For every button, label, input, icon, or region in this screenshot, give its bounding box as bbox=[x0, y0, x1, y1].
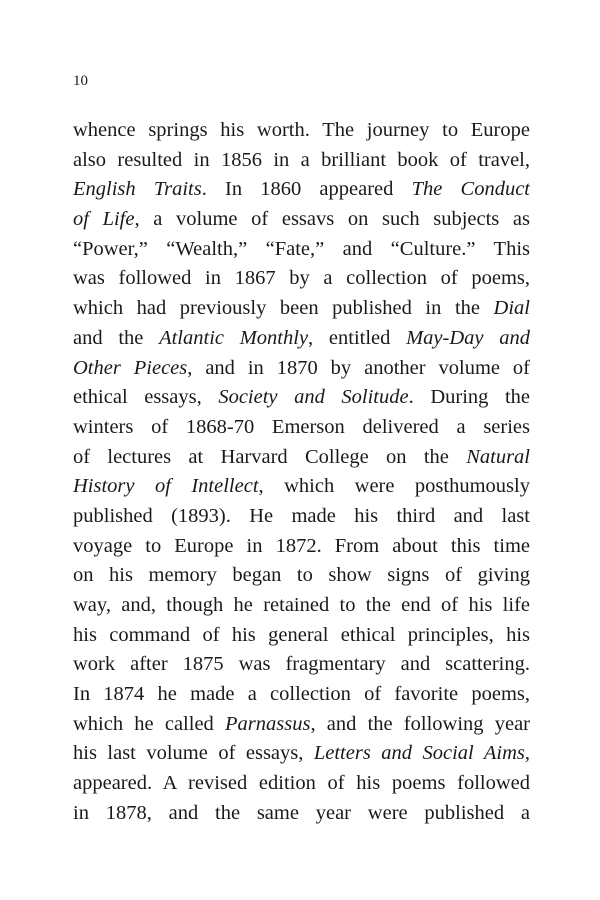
text-line bbox=[73, 472, 530, 502]
text-line bbox=[73, 799, 530, 829]
text-segment: published (1893). He made his third and last bbox=[73, 504, 530, 527]
text-line bbox=[73, 324, 530, 354]
italic-title: Natural bbox=[466, 445, 530, 468]
text-line bbox=[73, 591, 530, 621]
text-segment: In 1874 he made a collection of favorite poems, bbox=[73, 683, 530, 706]
text-segment: . In 1860 appeared bbox=[201, 178, 412, 201]
text-line bbox=[73, 264, 530, 294]
text-segment: , which were posthumously bbox=[258, 475, 530, 498]
text-segment: way, and, though he retained to the end of his life bbox=[73, 594, 530, 616]
text-segment: appeared. A revised edition of his poems followed bbox=[73, 772, 530, 795]
text-line bbox=[73, 650, 530, 680]
body-text bbox=[73, 116, 530, 829]
italic-title: Other Pieces bbox=[73, 356, 188, 379]
italic-title: Parnassus bbox=[225, 712, 311, 735]
text-segment: , a volume of essavs on such subjects as bbox=[134, 208, 530, 231]
text-segment: which had previously been published in the bbox=[73, 297, 494, 320]
text-line bbox=[73, 561, 530, 591]
text-segment: , entitled bbox=[308, 326, 407, 349]
text-segment: “Power,” “Wealth,” “Fate,” and “Culture.” This bbox=[73, 237, 530, 260]
text-segment: his last volume of essays, bbox=[73, 742, 314, 765]
text-segment: voyage to Europe in 1872. From about this time bbox=[73, 534, 530, 557]
text-segment: , and in 1870 by another volume of bbox=[187, 356, 530, 379]
text-segment: ethical essays, bbox=[73, 386, 219, 409]
text-segment: which he called bbox=[73, 712, 225, 735]
text-line bbox=[73, 146, 530, 176]
text-line bbox=[73, 175, 530, 205]
text-segment: and the bbox=[73, 326, 160, 349]
text-segment: , bbox=[524, 742, 530, 765]
italic-title: of Life bbox=[73, 208, 135, 231]
text-line bbox=[73, 710, 530, 740]
text-segment: also resulted in 1856 in a brilliant book of travel, bbox=[73, 148, 530, 171]
italic-title: Letters and Social Aims bbox=[313, 742, 525, 765]
page-number: 10 bbox=[73, 73, 88, 89]
text-line bbox=[73, 354, 530, 384]
italic-title: May-Day and bbox=[406, 326, 530, 349]
italic-title: Society and Solitude bbox=[218, 386, 409, 409]
italic-title: English Traits bbox=[73, 178, 202, 201]
text-line bbox=[73, 739, 530, 769]
text-line bbox=[73, 443, 530, 473]
text-segment: in 1878, and the same year were published a bbox=[73, 801, 530, 824]
text-line bbox=[73, 502, 530, 532]
text-line bbox=[73, 205, 530, 235]
text-line bbox=[73, 680, 530, 710]
text-line bbox=[73, 235, 530, 265]
text-line bbox=[73, 413, 530, 443]
italic-title: Atlantic Monthly bbox=[159, 326, 309, 349]
text-segment: whence springs his worth. The journey to Europe bbox=[73, 119, 530, 141]
text-segment: . During the bbox=[408, 386, 530, 409]
italic-title: The Conduct bbox=[411, 178, 530, 201]
text-line bbox=[73, 621, 530, 651]
text-segment: work after 1875 was fragmentary and scattering. bbox=[73, 653, 530, 676]
text-line bbox=[73, 769, 530, 799]
italic-title: History of Intellect bbox=[73, 475, 259, 498]
italic-title: Dial bbox=[493, 297, 530, 320]
text-segment: of lectures at Harvard College on the bbox=[73, 445, 467, 468]
text-segment: winters of 1868-70 Emerson delivered a series bbox=[73, 415, 530, 438]
text-segment: , and the following year bbox=[310, 712, 530, 735]
text-line bbox=[73, 532, 530, 562]
text-segment: was followed in 1867 by a collection of poems, bbox=[73, 267, 530, 290]
text-line bbox=[73, 383, 530, 413]
text-line bbox=[73, 116, 530, 146]
text-segment: on his memory began to show signs of giving bbox=[73, 564, 530, 587]
text-segment: his command of his general ethical principles, his bbox=[73, 623, 530, 646]
text-line bbox=[73, 294, 530, 324]
